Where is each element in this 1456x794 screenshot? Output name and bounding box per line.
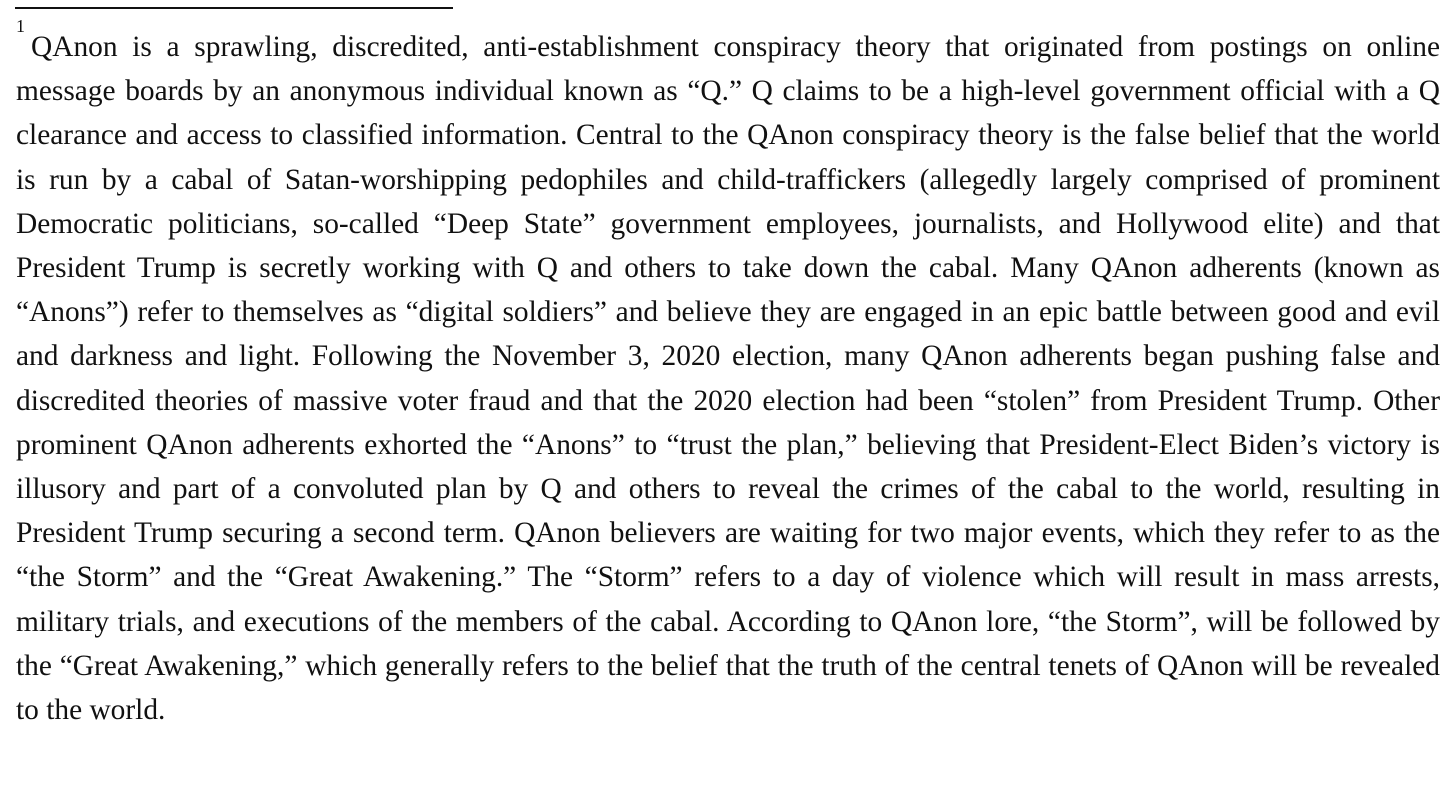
footnote-text: QAnon is a sprawling, discredited, anti-establishment conspiracy theory that originated from postings on online message boards by an anonymous individual known as “Q.” Q claims to be a high-level government official with a Q clearance and access to classified information. Central to the QAnon conspiracy theory is the false belief that the world is run by a cabal of Satan-worshipping pedophiles and child-traffickers (allegedly largely comprised of prominent Democratic politicians, so-called “Deep State” government employees, journalists, and Hollywood elite) and that President Trump is secretly working with Q and others to take down the cabal. Many QAnon adherents (known as “Anons”) refer to themselves as “digital soldiers” and believe they are engaged in an epic battle between good and evil and darkness and light. Following the November 3, 2020 election, many QAnon adherents began pushing false and discredited theories of massive voter fraud and that the 2020 election had been “stolen” from President Trump. Other prominent QAnon adherents exhorted the “Anons” to “trust the plan,” believing that President-Elect Biden’s victory is illusory and part of a convoluted plan by Q and others to reveal the crimes of the cabal to the world, resulting in President Trump securing a second term. QAnon believers are waiting for two major events, which they refer to as the “the Storm” and the “Great Awakening.” The “Storm” refers to a day of violence which will result in mass arrests, military trials, and executions of the members of the cabal. According to QAnon lore, “the Storm”, will be followed by the “Great Awakening,” which generally refers to the belief that the truth of the central tenets of QAnon will be revealed to the world. [16, 31, 1440, 727]
footnote-number: 1 [16, 16, 25, 37]
footnote-separator-rule [15, 7, 453, 9]
footnote-paragraph [16, 16, 1440, 732]
